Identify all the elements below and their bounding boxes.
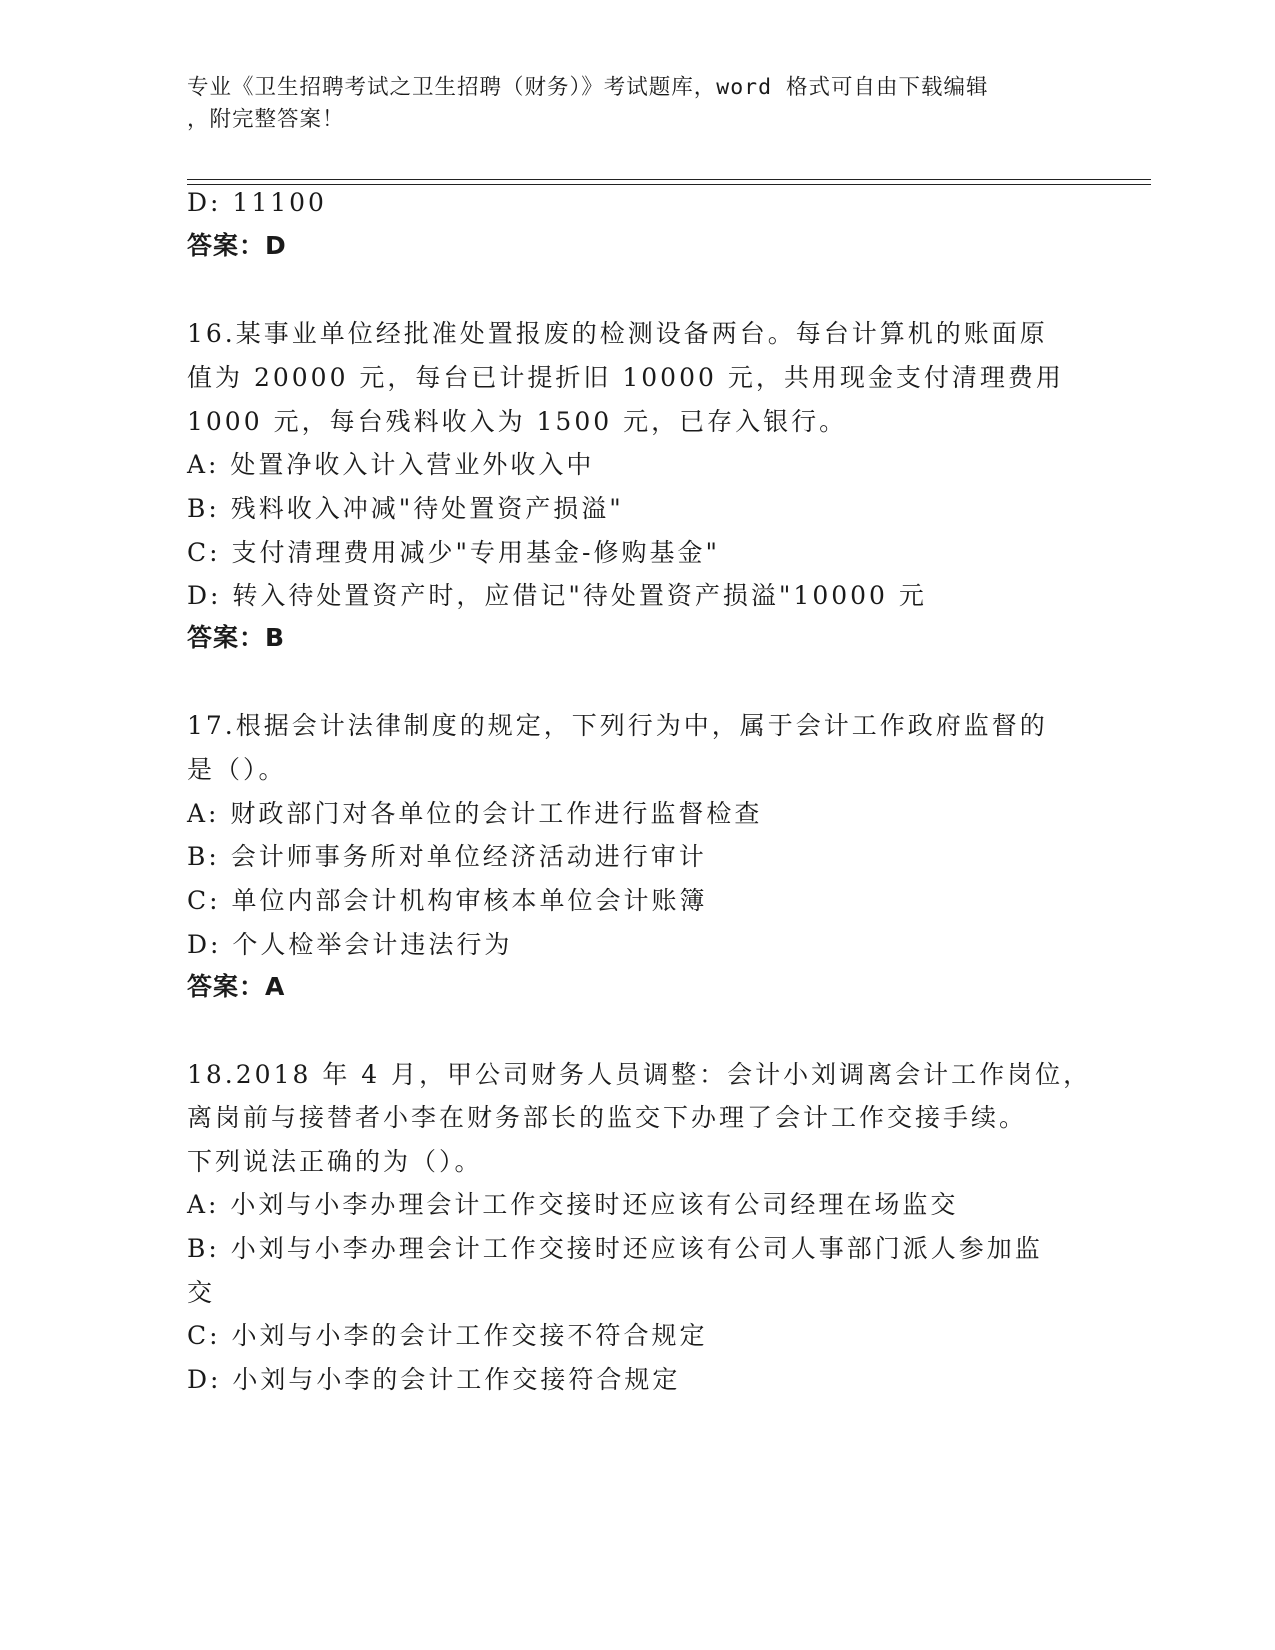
header-rule-top	[187, 179, 1151, 180]
prev-answer: 答案：D	[187, 231, 287, 260]
q18-stem-line-2: 离岗前与接替者小李在财务部长的监交下办理了会计工作交接手续。	[187, 1103, 1028, 1132]
q17-stem-line-1: 17.根据会计法律制度的规定，下列行为中，属于会计工作政府监督的	[187, 711, 1048, 740]
q16-option-b: B: 残料收入冲减"待处置资产损溢"	[187, 494, 624, 523]
header-line-1: 专业《卫生招聘考试之卫生招聘（财务）》考试题库，word 格式可自由下载编辑	[187, 75, 989, 100]
q16-stem-line-3: 1000 元，每台残料收入为 1500 元，已存入银行。	[187, 407, 848, 436]
prev-option-d: D: 11100	[187, 188, 327, 217]
q17-option-b: B: 会计师事务所对单位经济活动进行审计	[187, 842, 707, 871]
q17-stem-line-2: 是（）。	[187, 755, 287, 784]
q18-option-b-continued: 交	[187, 1278, 216, 1307]
q16-answer: 答案：B	[187, 623, 286, 652]
q18-stem-line-1: 18.2018 年 4 月，甲公司财务人员调整：会计小刘调离会计工作岗位，	[187, 1060, 1092, 1089]
q16-option-a: A: 处置净收入计入营业外收入中	[187, 450, 595, 479]
header-rule-bottom	[187, 184, 1151, 185]
q16-stem-line-2: 值为 20000 元，每台已计提折旧 10000 元，共用现金支付清理费用	[187, 363, 1064, 392]
q18-stem-line-3: 下列说法正确的为（）。	[187, 1147, 483, 1176]
q16-option-d: D: 转入待处置资产时，应借记"待处置资产损溢"10000 元	[187, 581, 927, 610]
q16-option-c: C: 支付清理费用减少"专用基金-修购基金"	[187, 538, 720, 567]
q18-option-c: C: 小刘与小李的会计工作交接不符合规定	[187, 1321, 708, 1350]
q16-stem-line-1: 16.某事业单位经批准处置报废的检测设备两台。每台计算机的账面原	[187, 319, 1048, 348]
q17-answer: 答案：A	[187, 972, 286, 1001]
q17-option-c: C: 单位内部会计机构审核本单位会计账簿	[187, 886, 708, 915]
q18-option-d: D: 小刘与小李的会计工作交接符合规定	[187, 1365, 681, 1394]
q18-option-a: A: 小刘与小李办理会计工作交接时还应该有公司经理在场监交	[187, 1190, 959, 1219]
q17-option-a: A: 财政部门对各单位的会计工作进行监督检查	[187, 799, 763, 828]
document-header	[187, 72, 1087, 136]
q17-option-d: D: 个人检举会计违法行为	[187, 930, 513, 959]
header-line-2: ，附完整答案！	[187, 107, 345, 132]
q18-option-b: B: 小刘与小李办理会计工作交接时还应该有公司人事部门派人参加监	[187, 1234, 1043, 1263]
